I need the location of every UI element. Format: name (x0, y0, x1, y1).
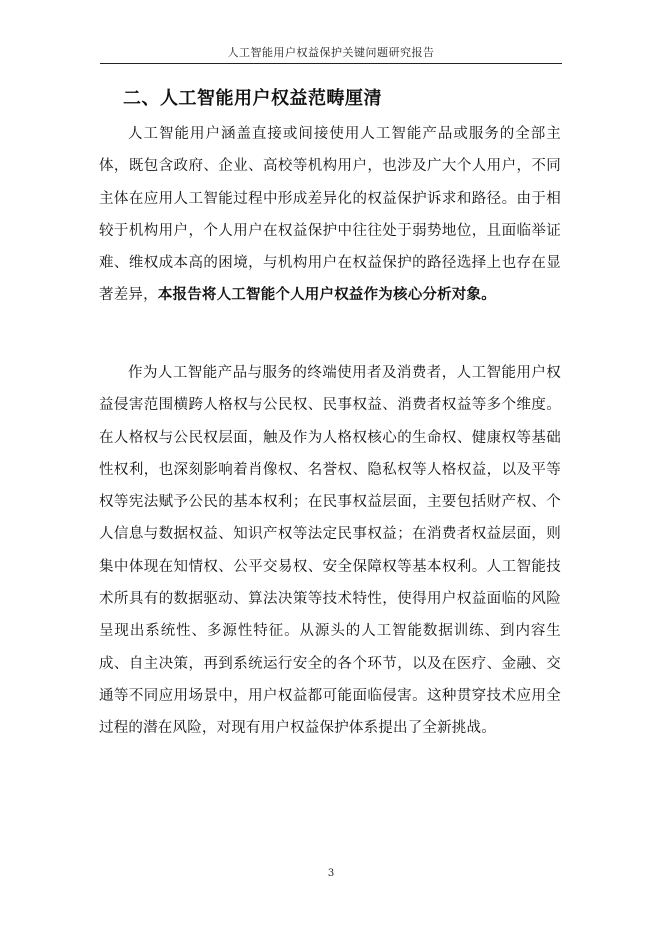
paragraph-user-scope (99, 118, 561, 312)
section-heading: 二、人工智能用户权益范畴厘清 (123, 88, 382, 109)
header-divider (100, 63, 562, 64)
paragraph-rights-dimensions: 作为人工智能产品与服务的终端使用者及消费者，人工智能用户权益侵害范围横跨人格权与公民权、民事权益、消费者权益等多个维度。在人格权与公民权层面，触及作为人格权核心的生命权、健康权等基础性权利，也深刻影响着肖像权、名誉权、隐私权等人格权益，以及平等权等宪法赋予公民的基本权利；在民事权益层面，主要包括财产权、个人信息与数据权益、知识产权等法定民事权益；在消费者权益层面，则集中体现在知情权、公平交易权、安全保障权等基本权利。人工智能技术所具有的数据驱动、算法决策等技术特性，使得用户权益面临的风险呈现出系统性、多源性特征。从源头的人工智能数据训练、到内容生成、自主决策，再到系统运行安全的各个环节，以及在医疗、金融、交通等不同应用场景中，用户权益都可能面临侵害。这种贯穿技术应用全过程的潜在风险，对现有用户权益保护体系提出了全新挑战。 (99, 365, 561, 737)
paragraph-user-scope-text: 人工智能用户涵盖直接或间接使用人工智能产品或服务的全部主体，既包含政府、企业、高校等机构用户，也涉及广大个人用户，不同主体在应用人工智能过程中形成差异化的权益保护诉求和路径。由于相较于机构用户，个人用户在权益保护中往往处于弱势地位，且面临举证难、维权成本高的困境，与机构用户在权益保护的路径选择上也存在显著差异， (99, 126, 561, 304)
paragraph-emphasis: 本报告将人工智能个人用户权益作为核心分析对象。 (157, 286, 496, 304)
page-number: 3 (327, 868, 335, 879)
running-header: 人工智能用户权益保护关键问题研究报告 (227, 46, 435, 59)
